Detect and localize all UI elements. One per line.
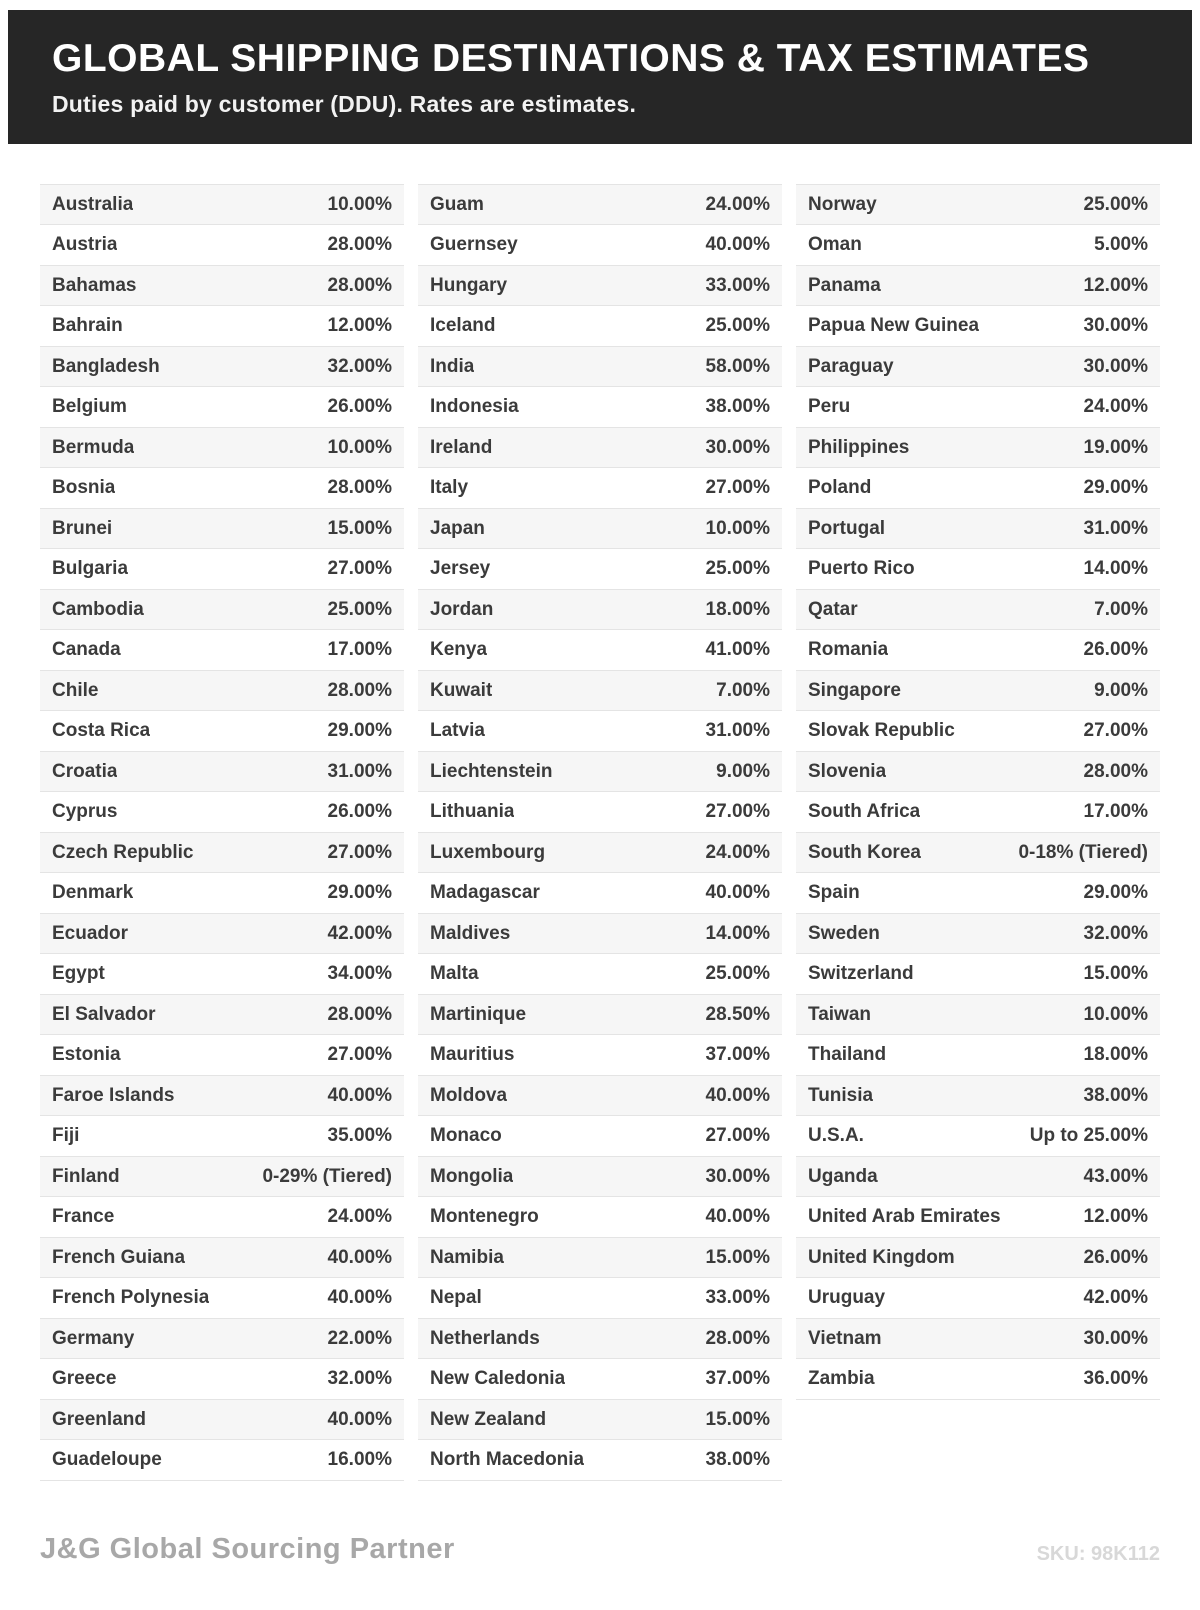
country-name: Oman bbox=[808, 234, 862, 256]
rate-row bbox=[418, 1359, 782, 1400]
tax-rate: 24.00% bbox=[705, 841, 770, 863]
country-name: Namibia bbox=[430, 1246, 504, 1268]
country-name: Greece bbox=[52, 1368, 117, 1390]
country-name: Chile bbox=[52, 679, 99, 701]
tax-rate: 40.00% bbox=[705, 1206, 770, 1228]
tax-rate: 12.00% bbox=[327, 315, 392, 337]
tax-rate: 33.00% bbox=[705, 274, 770, 296]
tax-rate: 28.00% bbox=[705, 1327, 770, 1349]
tax-rate: 24.00% bbox=[705, 193, 770, 215]
rate-row bbox=[418, 1116, 782, 1157]
rate-row bbox=[40, 266, 404, 307]
country-name: Ecuador bbox=[52, 922, 129, 944]
country-name: Martinique bbox=[430, 1003, 527, 1025]
country-name: Montenegro bbox=[430, 1206, 539, 1228]
country-name: North Macedonia bbox=[430, 1449, 585, 1471]
tax-rate: 25.00% bbox=[705, 963, 770, 985]
rate-row bbox=[796, 752, 1160, 793]
rate-row bbox=[40, 914, 404, 955]
tax-rate: 19.00% bbox=[1083, 436, 1148, 458]
country-name: Singapore bbox=[808, 679, 901, 701]
tax-rate: 30.00% bbox=[705, 436, 770, 458]
tax-rate: 9.00% bbox=[1094, 679, 1148, 701]
rate-row bbox=[40, 225, 404, 266]
tax-rate: 15.00% bbox=[705, 1246, 770, 1268]
country-name: Zambia bbox=[808, 1368, 875, 1390]
rate-row bbox=[418, 995, 782, 1036]
tax-rate: 26.00% bbox=[1083, 1246, 1148, 1268]
tax-rate: 25.00% bbox=[705, 315, 770, 337]
tax-rate: 29.00% bbox=[1083, 882, 1148, 904]
tax-rate: 29.00% bbox=[327, 882, 392, 904]
rate-row bbox=[418, 387, 782, 428]
rate-row bbox=[40, 347, 404, 388]
country-name: Taiwan bbox=[808, 1003, 871, 1025]
brand-name: J&G Global Sourcing Partner bbox=[40, 1533, 455, 1565]
rate-row bbox=[418, 590, 782, 631]
tax-rate: 26.00% bbox=[1083, 639, 1148, 661]
country-name: New Zealand bbox=[430, 1408, 547, 1430]
tax-rate: 7.00% bbox=[1094, 598, 1148, 620]
tax-rate: 25.00% bbox=[1083, 193, 1148, 215]
tax-rate: 28.00% bbox=[327, 274, 392, 296]
rate-row bbox=[796, 387, 1160, 428]
country-name: Slovenia bbox=[808, 760, 887, 782]
tax-rate: 17.00% bbox=[1083, 801, 1148, 823]
rate-row bbox=[40, 711, 404, 752]
country-name: Belgium bbox=[52, 396, 127, 418]
country-name: Cyprus bbox=[52, 801, 118, 823]
tax-rate: 29.00% bbox=[1083, 477, 1148, 499]
country-name: Malta bbox=[430, 963, 479, 985]
rate-row bbox=[40, 833, 404, 874]
tax-rate: 58.00% bbox=[705, 355, 770, 377]
country-name: Paraguay bbox=[808, 355, 894, 377]
country-name: Ireland bbox=[430, 436, 493, 458]
rate-row bbox=[40, 995, 404, 1036]
rate-row bbox=[40, 954, 404, 995]
country-name: Bangladesh bbox=[52, 355, 160, 377]
rate-row bbox=[796, 873, 1160, 914]
tax-rate: 0-18% (Tiered) bbox=[1018, 841, 1148, 863]
tax-rate: 40.00% bbox=[327, 1084, 392, 1106]
country-name: Qatar bbox=[808, 598, 858, 620]
rates-column-2 bbox=[418, 184, 782, 1481]
country-name: Norway bbox=[808, 193, 877, 215]
tax-rate: 36.00% bbox=[1083, 1368, 1148, 1390]
rate-row bbox=[796, 914, 1160, 955]
tax-rate: 10.00% bbox=[705, 517, 770, 539]
rate-row bbox=[40, 185, 404, 226]
country-name: Costa Rica bbox=[52, 720, 151, 742]
country-name: Mongolia bbox=[430, 1165, 514, 1187]
rate-row bbox=[796, 266, 1160, 307]
rate-row bbox=[796, 954, 1160, 995]
rate-row bbox=[796, 468, 1160, 509]
country-name: Poland bbox=[808, 477, 872, 499]
tax-rate: 38.00% bbox=[705, 1449, 770, 1471]
rate-row bbox=[796, 1238, 1160, 1279]
rate-row bbox=[40, 1116, 404, 1157]
rate-row bbox=[796, 428, 1160, 469]
rate-row bbox=[796, 671, 1160, 712]
country-name: Cambodia bbox=[52, 598, 144, 620]
rate-row bbox=[40, 792, 404, 833]
rate-row bbox=[796, 630, 1160, 671]
rate-row bbox=[796, 1278, 1160, 1319]
country-name: Monaco bbox=[430, 1125, 502, 1147]
country-name: Finland bbox=[52, 1165, 120, 1187]
rate-row bbox=[796, 792, 1160, 833]
country-name: Moldova bbox=[430, 1084, 508, 1106]
tax-rate: 33.00% bbox=[705, 1287, 770, 1309]
tax-rate: 34.00% bbox=[327, 963, 392, 985]
rate-row bbox=[418, 1400, 782, 1441]
rate-row bbox=[40, 630, 404, 671]
tax-rate: 40.00% bbox=[705, 234, 770, 256]
rate-row bbox=[40, 306, 404, 347]
rate-row bbox=[418, 1238, 782, 1279]
rate-row bbox=[796, 1035, 1160, 1076]
tax-rate: 28.00% bbox=[327, 679, 392, 701]
tax-rate: 31.00% bbox=[327, 760, 392, 782]
rate-row bbox=[40, 873, 404, 914]
country-name: Bahrain bbox=[52, 315, 123, 337]
country-name: Sweden bbox=[808, 922, 880, 944]
tax-rate: 28.00% bbox=[327, 477, 392, 499]
tax-rate: 41.00% bbox=[705, 639, 770, 661]
rate-row bbox=[796, 833, 1160, 874]
tax-rate: 31.00% bbox=[1083, 517, 1148, 539]
rate-row bbox=[418, 1319, 782, 1360]
country-name: El Salvador bbox=[52, 1003, 156, 1025]
country-name: Austria bbox=[52, 234, 118, 256]
tax-rate: 27.00% bbox=[327, 841, 392, 863]
tax-rate: 32.00% bbox=[327, 1368, 392, 1390]
footer bbox=[40, 1533, 1160, 1566]
country-name: Panama bbox=[808, 274, 881, 296]
rate-row bbox=[418, 1076, 782, 1117]
country-name: South Korea bbox=[808, 841, 921, 863]
tax-rate: 30.00% bbox=[705, 1165, 770, 1187]
country-name: France bbox=[52, 1206, 115, 1228]
country-name: Latvia bbox=[430, 720, 485, 742]
rate-row bbox=[418, 833, 782, 874]
country-name: Uruguay bbox=[808, 1287, 886, 1309]
country-name: Thailand bbox=[808, 1044, 887, 1066]
country-name: Bermuda bbox=[52, 436, 135, 458]
rate-row bbox=[418, 266, 782, 307]
country-name: Canada bbox=[52, 639, 121, 661]
tax-rate: 42.00% bbox=[327, 922, 392, 944]
tax-rate: 37.00% bbox=[705, 1044, 770, 1066]
page-title: GLOBAL SHIPPING DESTINATIONS & TAX ESTIMATES bbox=[52, 37, 1090, 80]
country-name: Czech Republic bbox=[52, 841, 194, 863]
rate-row bbox=[40, 1440, 404, 1481]
rate-row bbox=[418, 1440, 782, 1481]
tax-rate: 27.00% bbox=[705, 801, 770, 823]
rate-row bbox=[40, 1359, 404, 1400]
rate-row bbox=[40, 1157, 404, 1198]
country-name: Bulgaria bbox=[52, 558, 129, 580]
country-name: Vietnam bbox=[808, 1327, 882, 1349]
tax-rate: 40.00% bbox=[327, 1408, 392, 1430]
rate-row bbox=[40, 1076, 404, 1117]
rate-row bbox=[40, 1400, 404, 1441]
rate-row bbox=[418, 185, 782, 226]
tax-rate: 40.00% bbox=[705, 882, 770, 904]
rate-row bbox=[418, 347, 782, 388]
rate-row bbox=[796, 185, 1160, 226]
rate-row bbox=[40, 1035, 404, 1076]
rate-row bbox=[418, 914, 782, 955]
tax-rate: 42.00% bbox=[1083, 1287, 1148, 1309]
country-name: Papua New Guinea bbox=[808, 315, 980, 337]
country-name: Slovak Republic bbox=[808, 720, 955, 742]
tax-rate: 30.00% bbox=[1083, 355, 1148, 377]
tax-rate: 7.00% bbox=[716, 679, 770, 701]
country-name: Guernsey bbox=[430, 234, 518, 256]
country-name: Fiji bbox=[52, 1125, 80, 1147]
tax-rate: 25.00% bbox=[705, 558, 770, 580]
rate-row bbox=[418, 468, 782, 509]
rate-row bbox=[418, 671, 782, 712]
tax-rate: 16.00% bbox=[327, 1449, 392, 1471]
country-name: Luxembourg bbox=[430, 841, 546, 863]
rate-row bbox=[40, 1197, 404, 1238]
rate-row bbox=[796, 225, 1160, 266]
rate-row bbox=[40, 509, 404, 550]
country-name: Japan bbox=[430, 517, 485, 539]
rate-row bbox=[40, 1278, 404, 1319]
tax-rate: 28.00% bbox=[327, 1003, 392, 1025]
tax-rate: 27.00% bbox=[705, 1125, 770, 1147]
tax-rate: 43.00% bbox=[1083, 1165, 1148, 1187]
country-name: Estonia bbox=[52, 1044, 121, 1066]
tax-rate: 10.00% bbox=[327, 436, 392, 458]
tax-rate: 26.00% bbox=[327, 801, 392, 823]
country-name: Guam bbox=[430, 193, 484, 215]
rate-row bbox=[796, 509, 1160, 550]
country-name: Denmark bbox=[52, 882, 134, 904]
country-name: Netherlands bbox=[430, 1327, 540, 1349]
country-name: Guadeloupe bbox=[52, 1449, 162, 1471]
rate-row bbox=[418, 711, 782, 752]
rate-row bbox=[796, 1197, 1160, 1238]
rate-row bbox=[418, 792, 782, 833]
rate-row bbox=[418, 1278, 782, 1319]
rate-row bbox=[796, 1076, 1160, 1117]
country-name: New Caledonia bbox=[430, 1368, 566, 1390]
tax-rate: 15.00% bbox=[327, 517, 392, 539]
rate-row bbox=[796, 711, 1160, 752]
rate-row bbox=[40, 387, 404, 428]
tax-rate: 18.00% bbox=[705, 598, 770, 620]
tax-rate: 14.00% bbox=[705, 922, 770, 944]
tax-rate: 27.00% bbox=[1083, 720, 1148, 742]
country-name: Italy bbox=[430, 477, 469, 499]
country-name: Brunei bbox=[52, 517, 113, 539]
rate-row bbox=[40, 752, 404, 793]
tax-rate: 27.00% bbox=[327, 558, 392, 580]
rate-row bbox=[40, 428, 404, 469]
tax-rate: 24.00% bbox=[1083, 396, 1148, 418]
country-name: Madagascar bbox=[430, 882, 540, 904]
tax-rate: 0-29% (Tiered) bbox=[262, 1165, 392, 1187]
tax-rate: 31.00% bbox=[705, 720, 770, 742]
tax-rate: 27.00% bbox=[327, 1044, 392, 1066]
tax-rate: 40.00% bbox=[327, 1287, 392, 1309]
rate-row bbox=[418, 752, 782, 793]
country-name: United Arab Emirates bbox=[808, 1206, 1001, 1228]
rate-row bbox=[418, 428, 782, 469]
rate-row bbox=[418, 549, 782, 590]
rate-row bbox=[418, 509, 782, 550]
tax-rate: 15.00% bbox=[705, 1408, 770, 1430]
tax-rate: 26.00% bbox=[327, 396, 392, 418]
country-name: Egypt bbox=[52, 963, 105, 985]
country-name: Australia bbox=[52, 193, 134, 215]
tax-rate: 9.00% bbox=[716, 760, 770, 782]
country-name: Nepal bbox=[430, 1287, 482, 1309]
country-name: Portugal bbox=[808, 517, 886, 539]
tax-rate: 40.00% bbox=[705, 1084, 770, 1106]
country-name: Spain bbox=[808, 882, 860, 904]
country-name: Mauritius bbox=[430, 1044, 515, 1066]
country-name: Philippines bbox=[808, 436, 910, 458]
tax-rate: 10.00% bbox=[1083, 1003, 1148, 1025]
page-subtitle: Duties paid by customer (DDU). Rates are estimates. bbox=[52, 90, 637, 117]
tax-rate: 24.00% bbox=[327, 1206, 392, 1228]
country-name: Kenya bbox=[430, 639, 488, 661]
country-name: Uganda bbox=[808, 1165, 878, 1187]
country-name: Hungary bbox=[430, 274, 508, 296]
country-name: United Kingdom bbox=[808, 1246, 955, 1268]
rates-column-1 bbox=[40, 184, 404, 1481]
country-name: Bahamas bbox=[52, 274, 137, 296]
rate-row bbox=[40, 1238, 404, 1279]
country-name: Bosnia bbox=[52, 477, 116, 499]
country-name: Faroe Islands bbox=[52, 1084, 175, 1106]
rate-row bbox=[40, 468, 404, 509]
rate-row bbox=[796, 347, 1160, 388]
country-name: Greenland bbox=[52, 1408, 146, 1430]
tax-rate: 38.00% bbox=[705, 396, 770, 418]
rates-column-3 bbox=[796, 184, 1160, 1481]
tax-rate: 29.00% bbox=[327, 720, 392, 742]
rate-row bbox=[796, 1116, 1160, 1157]
rate-row bbox=[796, 590, 1160, 631]
tax-rate: 14.00% bbox=[1083, 558, 1148, 580]
rate-row bbox=[796, 1359, 1160, 1400]
rate-row bbox=[418, 1197, 782, 1238]
tax-rate: 22.00% bbox=[327, 1327, 392, 1349]
country-name: Indonesia bbox=[430, 396, 519, 418]
country-name: Jordan bbox=[430, 598, 494, 620]
rates-table bbox=[0, 184, 1200, 1481]
rate-row bbox=[796, 995, 1160, 1036]
sku-label: SKU: 98K112 bbox=[1036, 1543, 1160, 1565]
rate-row bbox=[418, 954, 782, 995]
tax-rate: 37.00% bbox=[705, 1368, 770, 1390]
country-name: Liechtenstein bbox=[430, 760, 553, 782]
rate-row bbox=[40, 671, 404, 712]
tax-rate: 40.00% bbox=[327, 1246, 392, 1268]
country-name: Jersey bbox=[430, 558, 491, 580]
tax-rate: 32.00% bbox=[327, 355, 392, 377]
rate-row bbox=[796, 1319, 1160, 1360]
tax-rate: 10.00% bbox=[327, 193, 392, 215]
tax-rate: 12.00% bbox=[1083, 1206, 1148, 1228]
rate-row bbox=[796, 549, 1160, 590]
country-name: South Africa bbox=[808, 801, 921, 823]
tax-rate: Up to 25.00% bbox=[1029, 1125, 1148, 1147]
rate-row bbox=[418, 630, 782, 671]
rate-row bbox=[418, 1157, 782, 1198]
country-name: Kuwait bbox=[430, 679, 493, 701]
rate-row bbox=[796, 1157, 1160, 1198]
tax-rate: 38.00% bbox=[1083, 1084, 1148, 1106]
tax-rate: 18.00% bbox=[1083, 1044, 1148, 1066]
country-name: Germany bbox=[52, 1327, 135, 1349]
tax-rate: 28.50% bbox=[705, 1003, 770, 1025]
country-name: Peru bbox=[808, 396, 851, 418]
tax-rate: 28.00% bbox=[1083, 760, 1148, 782]
country-name: French Polynesia bbox=[52, 1287, 210, 1309]
tax-rate: 28.00% bbox=[327, 234, 392, 256]
rate-row bbox=[418, 1035, 782, 1076]
tax-rate: 12.00% bbox=[1083, 274, 1148, 296]
country-name: Switzerland bbox=[808, 963, 914, 985]
tax-rate: 30.00% bbox=[1083, 315, 1148, 337]
country-name: Maldives bbox=[430, 922, 511, 944]
tax-rate: 27.00% bbox=[705, 477, 770, 499]
tax-rate: 5.00% bbox=[1094, 234, 1148, 256]
tax-rate: 25.00% bbox=[327, 598, 392, 620]
rate-row bbox=[796, 306, 1160, 347]
country-name: U.S.A. bbox=[808, 1125, 864, 1147]
header-banner bbox=[8, 10, 1192, 144]
tax-rate: 32.00% bbox=[1083, 922, 1148, 944]
country-name: Puerto Rico bbox=[808, 558, 915, 580]
country-name: Tunisia bbox=[808, 1084, 874, 1106]
rate-row bbox=[418, 873, 782, 914]
rate-row bbox=[418, 225, 782, 266]
rate-row bbox=[418, 306, 782, 347]
country-name: Iceland bbox=[430, 315, 496, 337]
tax-rate: 15.00% bbox=[1083, 963, 1148, 985]
tax-rate: 17.00% bbox=[327, 639, 392, 661]
tax-rate: 35.00% bbox=[327, 1125, 392, 1147]
country-name: French Guiana bbox=[52, 1246, 186, 1268]
country-name: Romania bbox=[808, 639, 889, 661]
tax-rate: 30.00% bbox=[1083, 1327, 1148, 1349]
rate-row bbox=[40, 1319, 404, 1360]
rate-row bbox=[40, 590, 404, 631]
rate-row bbox=[40, 549, 404, 590]
country-name: India bbox=[430, 355, 475, 377]
country-name: Croatia bbox=[52, 760, 118, 782]
country-name: Lithuania bbox=[430, 801, 515, 823]
